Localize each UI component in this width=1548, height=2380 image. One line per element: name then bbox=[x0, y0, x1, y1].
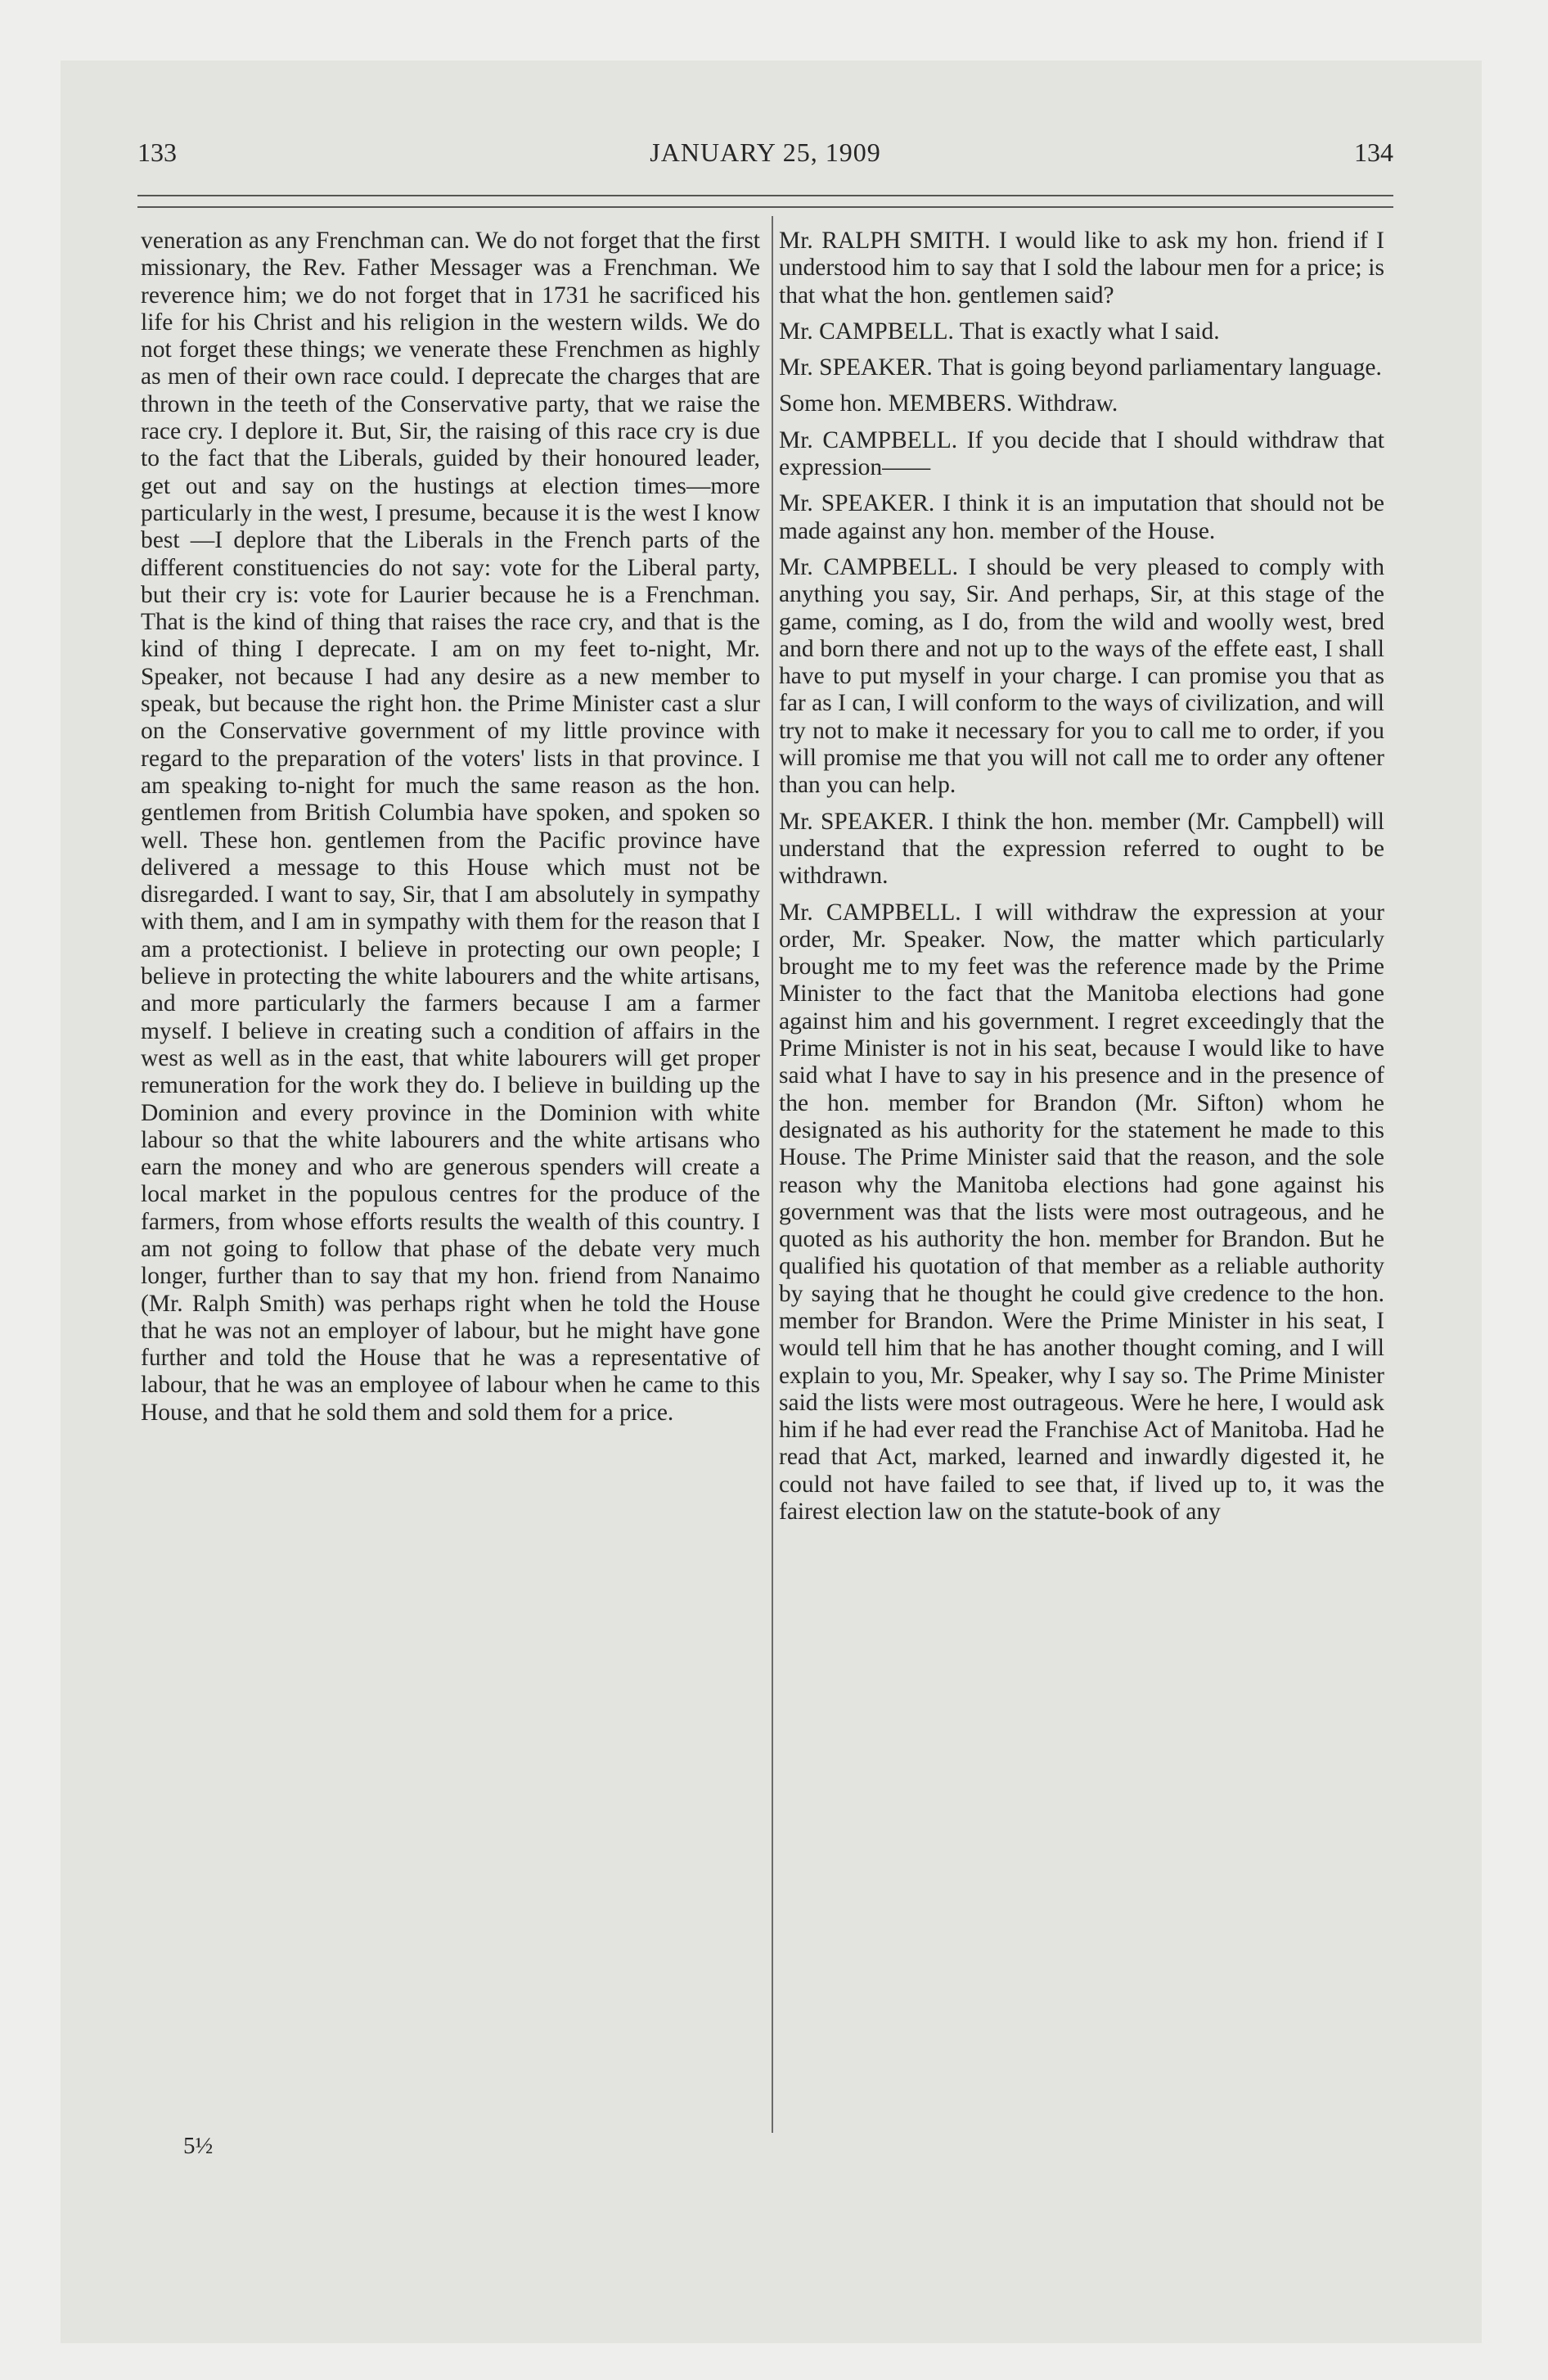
right-page-number: 134 bbox=[1354, 137, 1393, 167]
signature-mark: 5½ bbox=[183, 2133, 214, 2159]
right-column bbox=[779, 228, 1384, 1535]
left-column bbox=[141, 228, 760, 1427]
speech-campbell-4: Mr. CAMPBELL. I will withdraw the expression at your order, Mr. Speaker. Now, the matter which particularly brought me to my feet was the reference made by the Prime Minister to the fact that the Manitoba elections had gone against him and his government. I regret exceedingly that the Prime Minister is not in his seat, because I would like to have said what I have to say in his presence and in the presence of the hon. member for Brandon (Mr. Sifton) whom he designated as his authority for the statement he made to this House. The Prime Minister said that the reason, and the sole reason why the Manitoba elections had gone against his government was that the lists were most outrageous, and he quoted as his authority the hon. member for Brandon. But he qualified his quotation of that member as a reliable authority by saying that he thought he could give credence to the hon. member for Brandon. Were the Prime Minister in his seat, I would tell him that he has another thought coming, and I will explain to you, Mr. Speaker, why I say so. The Prime Minister said the lists were most outrageous. Were he here, I would ask him if he had ever read the Franchise Act of Manitoba. Had he read that Act, marked, learned and inwardly digested it, he could not have failed to see that, if lived up to, it was the fairest election law on the statute-book of any bbox=[779, 899, 1384, 1526]
speech-campbell-1: Mr. CAMPBELL. That is exactly what I said. bbox=[779, 318, 1220, 345]
header-rule-top bbox=[137, 195, 1393, 196]
speech-members: Some hon. MEMBERS. Withdraw. bbox=[779, 390, 1118, 417]
speech-speaker-3: Mr. SPEAKER. I think the hon. member (Mr. Campbell) will understand that the expression referred to ought to be withdrawn. bbox=[779, 808, 1384, 890]
speech-ralph-smith: Mr. RALPH SMITH. I would like to ask my hon. friend if I understood him to say that I sold the labour men for a price; is that what the hon. gentlemen said? bbox=[779, 228, 1384, 309]
speech-campbell-3: Mr. CAMPBELL. I should be very pleased to comply with anything you say, Sir. And perhaps, Sir, at this stage of the game, coming, as I do, from the wild and woolly west, bred and born there and not up to the ways of the effete east, I shall have to put myself in your charge. I can promise you that as far as I can, I will conform to the ways of civilization, and will try not to make it necessary for you to call me to order, if you will promise me that you will not call me to order any oftener than you can help. bbox=[779, 553, 1384, 799]
column-divider bbox=[772, 216, 773, 2133]
header-rule-bottom bbox=[137, 206, 1393, 208]
speech-campbell-2: Mr. CAMPBELL. If you decide that I should withdraw that expression—— bbox=[779, 426, 1384, 481]
speech-speaker-2: Mr. SPEAKER. I think it is an imputation that should not be made against any hon. member of the House. bbox=[779, 490, 1384, 544]
page-header bbox=[137, 137, 1393, 175]
running-title: JANUARY 25, 1909 bbox=[650, 137, 881, 167]
left-page-number: 133 bbox=[137, 137, 177, 167]
speech-speaker-1: Mr. SPEAKER. That is going beyond parliamentary language. bbox=[779, 354, 1382, 381]
left-column-text: veneration as any Frenchman can. We do not forget that the first missionary, the Rev. Father Messager was a Frenchman. We reverence him; we do not forget that in 1731 he sacrificed his life for his Christ and his religion in the western wilds. We do not forget these things; we venerate these Frenchmen as highly as men of their own race could. I deprecate the charges that are thrown in the teeth of the Conservative party, that we raise the race cry. I deplore it. But, Sir, the raising of this race cry is due to the fact that the Liberals, guided by their honoured leader, get out and say on the hustings at election times—more particularly in the west, I presume, because it is the west I know best —I deplore that the Liberals in the French parts of the different constituencies do not say: vote for the Liberal party, but their cry is: vote for Laurier because he is a Frenchman. That is the kind of thing that raises the race cry, and that is the kind of thing I deprecate. I am on my feet to-night, Mr. Speaker, not because I had any desire as a new member to speak, but because the right hon. the Prime Minister cast a slur on the Conservative government of my little province with regard to the preparation of the voters' lists in that province. I am speaking to-night for much the same reason as the hon. gentlemen from British Columbia have spoken, and spoken so well. These hon. gentlemen from the Pacific province have delivered a message to this House which must not be disregarded. I want to say, Sir, that I am absolutely in sympathy with them, and I am in sympathy with them for the reason that I am a protectionist. I believe in protecting our own people; I believe in protecting the white labourers and the white artisans, and more particularly the farmers because I am a farmer myself. I believe in creating such a condition of affairs in the west as well as in the east, that white labourers will get proper remuneration for the work they do. I believe in building up the Dominion and every province in the Dominion with white labour so that the white labourers and the white artisans who earn the money and who are generous spenders will create a local market in the populous centres for the produce of the farmers, from whose efforts results the wealth of this country. I am not going to follow that phase of the debate very much longer, further than to say that my hon. friend from Nanaimo (Mr. Ralph Smith) was perhaps right when he told the House that he was not an employer of labour, but he might have gone further and told the House that he was a representative of labour, that he was an employee of labour when he came to this House, and that he sold them and sold them for a price. bbox=[141, 228, 760, 1426]
